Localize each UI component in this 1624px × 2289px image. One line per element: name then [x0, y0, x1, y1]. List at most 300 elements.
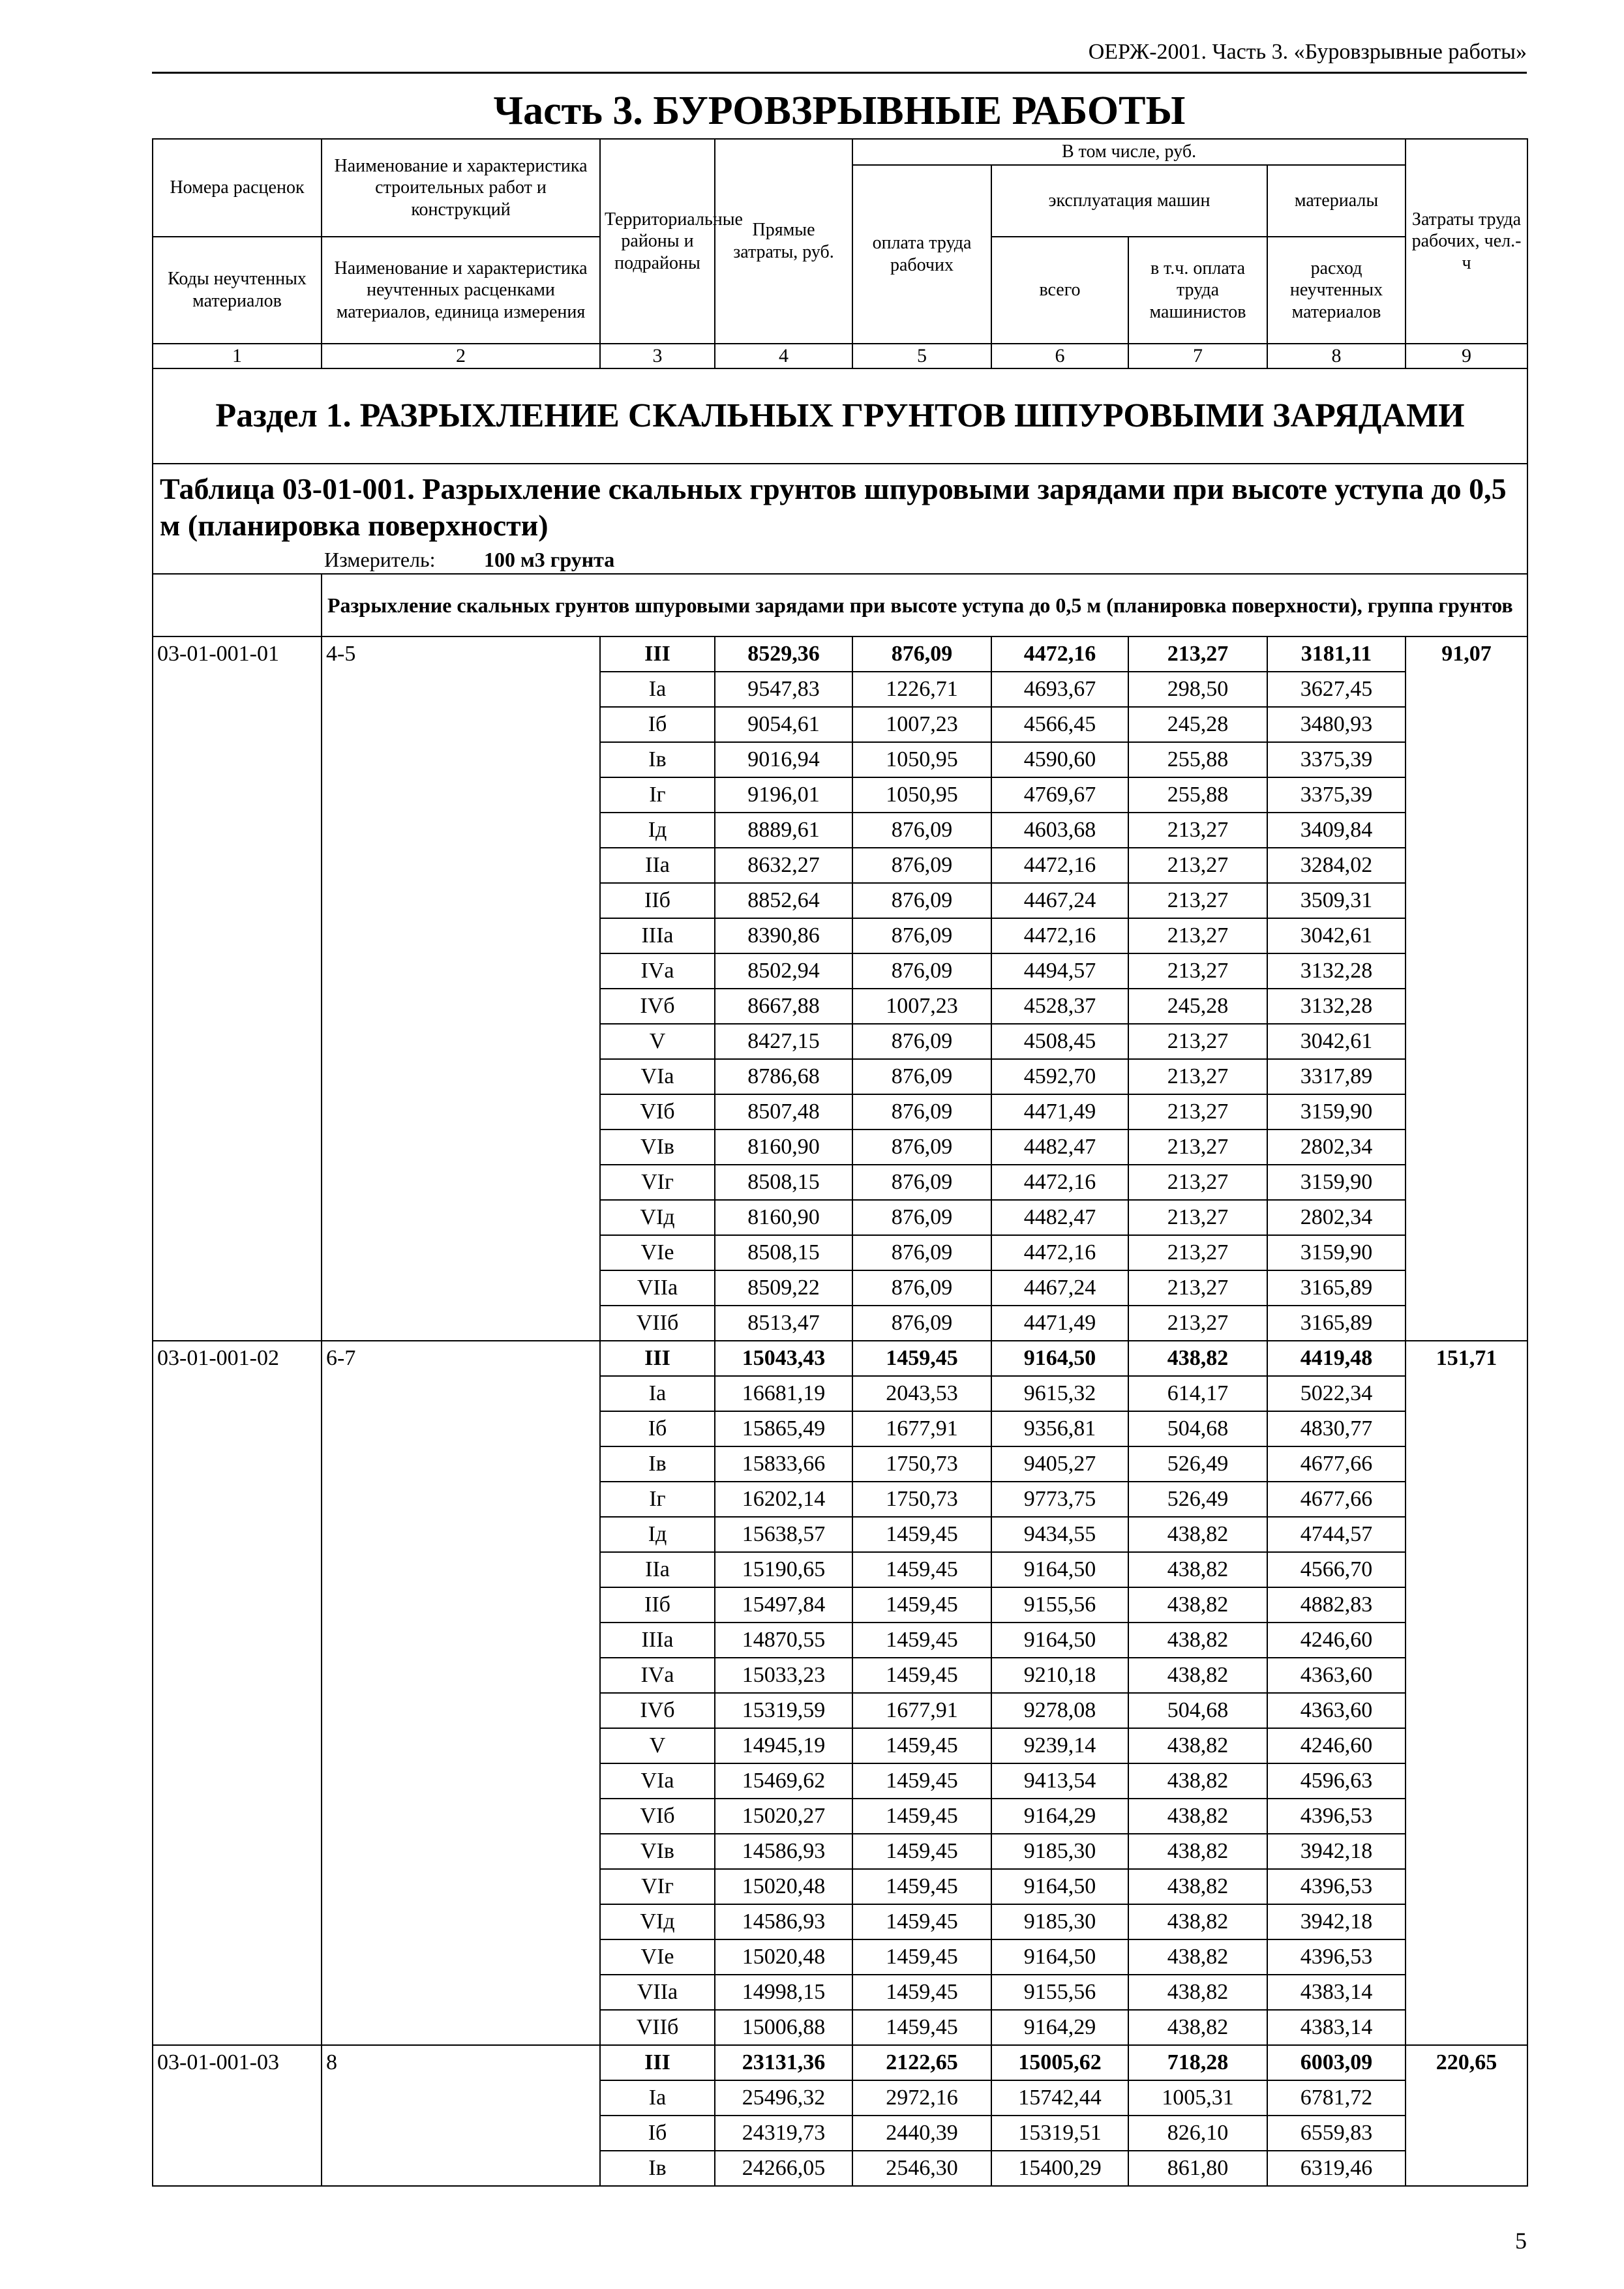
- header-machine-total: всего: [991, 237, 1128, 344]
- machine-labor-cell: 213,27: [1128, 1235, 1267, 1270]
- labor-pay-cell: 2972,16: [852, 2080, 991, 2116]
- machine-labor-cell: 213,27: [1128, 1094, 1267, 1130]
- machine-labor-cell: 213,27: [1128, 636, 1267, 672]
- labor-cost-value: 220,65: [1406, 2045, 1527, 2186]
- machine-total-cell: 9210,18: [991, 1658, 1128, 1693]
- machine-total-cell: 9155,56: [991, 1587, 1128, 1623]
- machine-total-cell: 4472,16: [991, 636, 1128, 672]
- machine-labor-cell: 213,27: [1128, 953, 1267, 989]
- machine-total-cell: 4528,37: [991, 989, 1128, 1024]
- table-title-row: [153, 464, 1527, 548]
- labor-pay-cell: 1750,73: [852, 1446, 991, 1482]
- territory-cell: III: [600, 2045, 715, 2080]
- materials-cell: 4246,60: [1267, 1623, 1406, 1658]
- materials-cell: 4419,48: [1267, 1341, 1406, 1376]
- direct-cost-cell: 14586,93: [715, 1834, 852, 1869]
- direct-cost-cell: 15190,65: [715, 1552, 852, 1587]
- territory-cell: IVб: [600, 1693, 715, 1728]
- territory-cell: IVа: [600, 1658, 715, 1693]
- direct-cost-cell: 24319,73: [715, 2116, 852, 2151]
- territory-cell: Iг: [600, 1482, 715, 1517]
- section-row: [153, 368, 1527, 464]
- machine-labor-cell: 245,28: [1128, 707, 1267, 742]
- labor-pay-cell: 1459,45: [852, 1658, 991, 1693]
- group-title-row: [153, 574, 1527, 636]
- header-direct-costs: Прямые затраты, руб.: [715, 139, 852, 344]
- column-number: 8: [1267, 344, 1406, 368]
- rates-table: [152, 138, 1528, 2187]
- measure-label: Измеритель:: [324, 548, 436, 571]
- labor-pay-cell: 1459,45: [852, 1341, 991, 1376]
- labor-pay-cell: 876,09: [852, 1130, 991, 1165]
- materials-cell: 6559,83: [1267, 2116, 1406, 2151]
- materials-cell: 3480,93: [1267, 707, 1406, 742]
- table-row: [153, 636, 1527, 672]
- direct-cost-cell: 15497,84: [715, 1587, 852, 1623]
- materials-cell: 6781,72: [1267, 2080, 1406, 2116]
- column-numbers-row: [153, 344, 1527, 368]
- direct-cost-cell: 8509,22: [715, 1270, 852, 1306]
- rate-code: 03-01-001-03: [153, 2045, 322, 2186]
- territory-cell: VIIа: [600, 1975, 715, 2010]
- labor-pay-cell: 876,09: [852, 1165, 991, 1200]
- materials-cell: 5022,34: [1267, 1376, 1406, 1411]
- machine-labor-cell: 718,28: [1128, 2045, 1267, 2080]
- labor-pay-cell: 876,09: [852, 813, 991, 848]
- machine-labor-cell: 826,10: [1128, 2116, 1267, 2151]
- machine-total-cell: 9164,50: [991, 1623, 1128, 1658]
- materials-cell: 3042,61: [1267, 918, 1406, 953]
- materials-cell: 6319,46: [1267, 2151, 1406, 2186]
- header-machine-labor: в т.ч. оплата труда машинистов: [1128, 237, 1267, 344]
- machine-labor-cell: 438,82: [1128, 1763, 1267, 1799]
- machine-labor-cell: 255,88: [1128, 777, 1267, 813]
- labor-pay-cell: 876,09: [852, 953, 991, 989]
- table-body: [153, 139, 1527, 2186]
- territory-cell: VIа: [600, 1059, 715, 1094]
- direct-cost-cell: 8513,47: [715, 1306, 852, 1341]
- machine-total-cell: 9356,81: [991, 1411, 1128, 1446]
- machine-total-cell: 9434,55: [991, 1517, 1128, 1552]
- direct-cost-cell: 23131,36: [715, 2045, 852, 2080]
- group-title: Разрыхление скальных грунтов шпуровыми зарядами при высоте уступа до 0,5 м (планировка поверхности), группа грунтов: [322, 574, 1527, 636]
- materials-cell: 4396,53: [1267, 1939, 1406, 1975]
- territory-cell: IVб: [600, 989, 715, 1024]
- machine-total-cell: 4603,68: [991, 813, 1128, 848]
- territory-cell: Iд: [600, 1517, 715, 1552]
- direct-cost-cell: 25496,32: [715, 2080, 852, 2116]
- materials-cell: 3159,90: [1267, 1165, 1406, 1200]
- territory-cell: VIIб: [600, 2010, 715, 2045]
- machine-total-cell: 9164,29: [991, 1799, 1128, 1834]
- machine-total-cell: 15742,44: [991, 2080, 1128, 2116]
- machine-total-cell: 4472,16: [991, 1165, 1128, 1200]
- labor-pay-cell: 1226,71: [852, 672, 991, 707]
- territory-cell: Iа: [600, 672, 715, 707]
- direct-cost-cell: 9196,01: [715, 777, 852, 813]
- territory-cell: Iа: [600, 1376, 715, 1411]
- column-number: 3: [600, 344, 715, 368]
- territory-cell: IIа: [600, 848, 715, 883]
- column-number: 9: [1406, 344, 1527, 368]
- machine-total-cell: 4472,16: [991, 848, 1128, 883]
- machine-labor-cell: 438,82: [1128, 1799, 1267, 1834]
- labor-pay-cell: 1007,23: [852, 989, 991, 1024]
- section-title: Раздел 1. РАЗРЫХЛЕНИЕ СКАЛЬНЫХ ГРУНТОВ ШПУРОВЫМИ ЗАРЯДАМИ: [153, 368, 1527, 464]
- materials-cell: 4363,60: [1267, 1693, 1406, 1728]
- materials-cell: 4596,63: [1267, 1763, 1406, 1799]
- materials-cell: 2802,34: [1267, 1200, 1406, 1235]
- machine-total-cell: 9413,54: [991, 1763, 1128, 1799]
- materials-cell: 3942,18: [1267, 1834, 1406, 1869]
- direct-cost-cell: 8529,36: [715, 636, 852, 672]
- territory-cell: III: [600, 1341, 715, 1376]
- machine-labor-cell: 213,27: [1128, 1200, 1267, 1235]
- labor-pay-cell: 876,09: [852, 1306, 991, 1341]
- header-labor-pay: оплата труда рабочих: [852, 165, 991, 344]
- labor-pay-cell: 876,09: [852, 883, 991, 918]
- territory-cell: III: [600, 636, 715, 672]
- labor-pay-cell: 1459,45: [852, 1834, 991, 1869]
- rate-code: 03-01-001-01: [153, 636, 322, 1341]
- territory-cell: V: [600, 1728, 715, 1763]
- machine-total-cell: 9164,50: [991, 1869, 1128, 1904]
- labor-pay-cell: 2122,65: [852, 2045, 991, 2080]
- machine-total-cell: 4471,49: [991, 1094, 1128, 1130]
- materials-cell: 3942,18: [1267, 1904, 1406, 1939]
- territory-cell: VIд: [600, 1200, 715, 1235]
- direct-cost-cell: 8427,15: [715, 1024, 852, 1059]
- header-material-codes: Коды неучтенных материалов: [153, 237, 322, 344]
- territory-cell: IIб: [600, 1587, 715, 1623]
- direct-cost-cell: 15043,43: [715, 1341, 852, 1376]
- materials-cell: 3627,45: [1267, 672, 1406, 707]
- materials-cell: 3159,90: [1267, 1094, 1406, 1130]
- column-number: 1: [153, 344, 322, 368]
- labor-pay-cell: 2440,39: [852, 2116, 991, 2151]
- machine-total-cell: 15005,62: [991, 2045, 1128, 2080]
- machine-total-cell: 9155,56: [991, 1975, 1128, 2010]
- territory-cell: Iв: [600, 1446, 715, 1482]
- direct-cost-cell: 14870,55: [715, 1623, 852, 1658]
- direct-cost-cell: 8889,61: [715, 813, 852, 848]
- machine-labor-cell: 213,27: [1128, 918, 1267, 953]
- direct-cost-cell: 15638,57: [715, 1517, 852, 1552]
- machine-total-cell: 4508,45: [991, 1024, 1128, 1059]
- materials-cell: 3284,02: [1267, 848, 1406, 883]
- materials-cell: 4744,57: [1267, 1517, 1406, 1552]
- soil-group: 6-7: [322, 1341, 600, 2045]
- direct-cost-cell: 15865,49: [715, 1411, 852, 1446]
- machine-labor-cell: 504,68: [1128, 1693, 1267, 1728]
- machine-total-cell: 4472,16: [991, 1235, 1128, 1270]
- labor-pay-cell: 876,09: [852, 636, 991, 672]
- materials-cell: 3181,11: [1267, 636, 1406, 672]
- labor-pay-cell: 1459,45: [852, 1552, 991, 1587]
- header-labor-cost: Затраты труда рабочих, чел.-ч: [1406, 139, 1527, 344]
- territory-cell: VIг: [600, 1869, 715, 1904]
- machine-total-cell: 4482,47: [991, 1200, 1128, 1235]
- machine-total-cell: 4467,24: [991, 1270, 1128, 1306]
- machine-labor-cell: 213,27: [1128, 883, 1267, 918]
- materials-cell: 3165,89: [1267, 1306, 1406, 1341]
- machine-labor-cell: 438,82: [1128, 2010, 1267, 2045]
- measure-value: 100 м3 грунта: [484, 548, 615, 571]
- labor-pay-cell: 1750,73: [852, 1482, 991, 1517]
- territory-cell: IIа: [600, 1552, 715, 1587]
- direct-cost-cell: 8852,64: [715, 883, 852, 918]
- machine-labor-cell: 526,49: [1128, 1482, 1267, 1517]
- header-materials: материалы: [1267, 165, 1406, 237]
- territory-cell: VIв: [600, 1834, 715, 1869]
- machine-labor-cell: 298,50: [1128, 672, 1267, 707]
- territory-cell: VIб: [600, 1799, 715, 1834]
- measure-row: [153, 548, 1527, 574]
- header-materials-unaccounted: расход неучтенных материалов: [1267, 237, 1406, 344]
- header-including: В том числе, руб.: [852, 139, 1406, 165]
- territory-cell: IIIа: [600, 918, 715, 953]
- materials-cell: 3317,89: [1267, 1059, 1406, 1094]
- labor-pay-cell: 1459,45: [852, 1763, 991, 1799]
- machine-total-cell: 9164,29: [991, 2010, 1128, 2045]
- machine-labor-cell: 438,82: [1128, 1552, 1267, 1587]
- direct-cost-cell: 14586,93: [715, 1904, 852, 1939]
- direct-cost-cell: 9054,61: [715, 707, 852, 742]
- rate-code: 03-01-001-02: [153, 1341, 322, 2045]
- territory-cell: Iв: [600, 2151, 715, 2186]
- labor-pay-cell: 1459,45: [852, 1799, 991, 1834]
- direct-cost-cell: 15033,23: [715, 1658, 852, 1693]
- materials-cell: 4396,53: [1267, 1869, 1406, 1904]
- territory-cell: VIа: [600, 1763, 715, 1799]
- machine-labor-cell: 438,82: [1128, 1517, 1267, 1552]
- direct-cost-cell: 8508,15: [715, 1165, 852, 1200]
- machine-total-cell: 4467,24: [991, 883, 1128, 918]
- direct-cost-cell: 15020,27: [715, 1799, 852, 1834]
- machine-labor-cell: 255,88: [1128, 742, 1267, 777]
- materials-cell: 4677,66: [1267, 1482, 1406, 1517]
- labor-pay-cell: 1677,91: [852, 1411, 991, 1446]
- labor-pay-cell: 1459,45: [852, 1623, 991, 1658]
- labor-pay-cell: 1050,95: [852, 742, 991, 777]
- header-territory: Территориальные районы и подрайоны: [600, 139, 715, 344]
- column-number: 6: [991, 344, 1128, 368]
- machine-total-cell: 15400,29: [991, 2151, 1128, 2186]
- materials-cell: 4383,14: [1267, 2010, 1406, 2045]
- machine-total-cell: 9164,50: [991, 1341, 1128, 1376]
- direct-cost-cell: 15319,59: [715, 1693, 852, 1728]
- machine-total-cell: 9164,50: [991, 1552, 1128, 1587]
- territory-cell: Iа: [600, 2080, 715, 2116]
- direct-cost-cell: 8632,27: [715, 848, 852, 883]
- machine-labor-cell: 438,82: [1128, 1904, 1267, 1939]
- materials-cell: 3132,28: [1267, 989, 1406, 1024]
- direct-cost-cell: 15006,88: [715, 2010, 852, 2045]
- machine-total-cell: 9185,30: [991, 1834, 1128, 1869]
- header-work-name: Наименование и характеристика строительных работ и конструкций: [322, 139, 600, 237]
- territory-cell: Iг: [600, 777, 715, 813]
- machine-total-cell: 4494,57: [991, 953, 1128, 989]
- header-material-names: Наименование и характеристика неучтенных расценками материалов, единица измерения: [322, 237, 600, 344]
- territory-cell: V: [600, 1024, 715, 1059]
- direct-cost-cell: 8160,90: [715, 1130, 852, 1165]
- labor-pay-cell: 876,09: [852, 918, 991, 953]
- direct-cost-cell: 8786,68: [715, 1059, 852, 1094]
- machine-total-cell: 4592,70: [991, 1059, 1128, 1094]
- direct-cost-cell: 15833,66: [715, 1446, 852, 1482]
- column-number: 2: [322, 344, 600, 368]
- materials-cell: 4246,60: [1267, 1728, 1406, 1763]
- direct-cost-cell: 14998,15: [715, 1975, 852, 2010]
- machine-labor-cell: 438,82: [1128, 1341, 1267, 1376]
- machine-total-cell: 4693,67: [991, 672, 1128, 707]
- materials-cell: 4677,66: [1267, 1446, 1406, 1482]
- machine-total-cell: 9405,27: [991, 1446, 1128, 1482]
- header-row-1: [153, 139, 1527, 165]
- machine-total-cell: 4566,45: [991, 707, 1128, 742]
- machine-labor-cell: 213,27: [1128, 1270, 1267, 1306]
- materials-cell: 4383,14: [1267, 1975, 1406, 2010]
- territory-cell: VIв: [600, 1130, 715, 1165]
- machine-labor-cell: 438,82: [1128, 1939, 1267, 1975]
- materials-cell: 3375,39: [1267, 742, 1406, 777]
- materials-cell: 3409,84: [1267, 813, 1406, 848]
- machine-labor-cell: 245,28: [1128, 989, 1267, 1024]
- machine-labor-cell: 213,27: [1128, 813, 1267, 848]
- column-number: 7: [1128, 344, 1267, 368]
- machine-labor-cell: 213,27: [1128, 1130, 1267, 1165]
- direct-cost-cell: 24266,05: [715, 2151, 852, 2186]
- direct-cost-cell: 15020,48: [715, 1939, 852, 1975]
- territory-cell: VIIа: [600, 1270, 715, 1306]
- materials-cell: 3509,31: [1267, 883, 1406, 918]
- machine-labor-cell: 438,82: [1128, 1587, 1267, 1623]
- materials-cell: 3375,39: [1267, 777, 1406, 813]
- machine-total-cell: 15319,51: [991, 2116, 1128, 2151]
- machine-labor-cell: 614,17: [1128, 1376, 1267, 1411]
- direct-cost-cell: 8502,94: [715, 953, 852, 989]
- machine-total-cell: 4471,49: [991, 1306, 1128, 1341]
- direct-cost-cell: 9547,83: [715, 672, 852, 707]
- direct-cost-cell: 9016,94: [715, 742, 852, 777]
- territory-cell: IIб: [600, 883, 715, 918]
- machine-labor-cell: 861,80: [1128, 2151, 1267, 2186]
- machine-labor-cell: 213,27: [1128, 1024, 1267, 1059]
- direct-cost-cell: 8508,15: [715, 1235, 852, 1270]
- labor-pay-cell: 876,09: [852, 1200, 991, 1235]
- group-title-spacer: [153, 574, 322, 636]
- header-machine-ops: эксплуатация машин: [991, 165, 1267, 237]
- labor-pay-cell: 1459,45: [852, 2010, 991, 2045]
- territory-cell: Iв: [600, 742, 715, 777]
- direct-cost-cell: 8390,86: [715, 918, 852, 953]
- machine-labor-cell: 438,82: [1128, 1623, 1267, 1658]
- direct-cost-cell: 8667,88: [715, 989, 852, 1024]
- labor-pay-cell: 1459,45: [852, 1904, 991, 1939]
- machine-labor-cell: 526,49: [1128, 1446, 1267, 1482]
- labor-pay-cell: 2043,53: [852, 1376, 991, 1411]
- labor-pay-cell: 876,09: [852, 1024, 991, 1059]
- territory-cell: VIе: [600, 1235, 715, 1270]
- direct-cost-cell: 15469,62: [715, 1763, 852, 1799]
- machine-labor-cell: 438,82: [1128, 1975, 1267, 2010]
- machine-labor-cell: 213,27: [1128, 1059, 1267, 1094]
- direct-cost-cell: 16202,14: [715, 1482, 852, 1517]
- part-title: Часть 3. БУРОВЗРЫВНЫЕ РАБОТЫ: [493, 89, 1186, 133]
- territory-cell: VIб: [600, 1094, 715, 1130]
- header-rate-numbers: Номера расценок: [153, 139, 322, 237]
- machine-labor-cell: 438,82: [1128, 1658, 1267, 1693]
- labor-pay-cell: 1677,91: [852, 1693, 991, 1728]
- table-title: Таблица 03-01-001. Разрыхление скальных грунтов шпуровыми зарядами при высоте уступа до 0,5 м (планировка поверхности): [153, 464, 1527, 548]
- labor-cost-value: 151,71: [1406, 1341, 1527, 2045]
- labor-pay-cell: 1459,45: [852, 1869, 991, 1904]
- materials-cell: 3159,90: [1267, 1235, 1406, 1270]
- territory-cell: IVа: [600, 953, 715, 989]
- territory-cell: VIе: [600, 1939, 715, 1975]
- territory-cell: Iб: [600, 707, 715, 742]
- labor-pay-cell: 876,09: [852, 1270, 991, 1306]
- materials-cell: 4830,77: [1267, 1411, 1406, 1446]
- labor-pay-cell: 1007,23: [852, 707, 991, 742]
- labor-pay-cell: 876,09: [852, 1059, 991, 1094]
- machine-total-cell: 9239,14: [991, 1728, 1128, 1763]
- soil-group: 4-5: [322, 636, 600, 1341]
- header-rule: [152, 72, 1527, 74]
- direct-cost-cell: 16681,19: [715, 1376, 852, 1411]
- direct-cost-cell: 8507,48: [715, 1094, 852, 1130]
- running-header: ОЕРЖ-2001. Часть 3. «Буровзрывные работы»: [1088, 40, 1527, 64]
- labor-pay-cell: 1050,95: [852, 777, 991, 813]
- direct-cost-cell: 8160,90: [715, 1200, 852, 1235]
- materials-cell: 3132,28: [1267, 953, 1406, 989]
- machine-labor-cell: 1005,31: [1128, 2080, 1267, 2116]
- territory-cell: VIIб: [600, 1306, 715, 1341]
- machine-total-cell: 9773,75: [991, 1482, 1128, 1517]
- machine-total-cell: 9615,32: [991, 1376, 1128, 1411]
- territory-cell: IIIа: [600, 1623, 715, 1658]
- machine-labor-cell: 504,68: [1128, 1411, 1267, 1446]
- materials-cell: 4882,83: [1267, 1587, 1406, 1623]
- labor-cost-value: 91,07: [1406, 636, 1527, 1341]
- machine-total-cell: 9278,08: [991, 1693, 1128, 1728]
- machine-total-cell: 9185,30: [991, 1904, 1128, 1939]
- machine-total-cell: 4769,67: [991, 777, 1128, 813]
- materials-cell: 3165,89: [1267, 1270, 1406, 1306]
- territory-cell: Iб: [600, 2116, 715, 2151]
- machine-labor-cell: 213,27: [1128, 1306, 1267, 1341]
- machine-labor-cell: 438,82: [1128, 1728, 1267, 1763]
- labor-pay-cell: 1459,45: [852, 1975, 991, 2010]
- materials-cell: 3042,61: [1267, 1024, 1406, 1059]
- territory-cell: VIг: [600, 1165, 715, 1200]
- labor-pay-cell: 876,09: [852, 1094, 991, 1130]
- labor-pay-cell: 1459,45: [852, 1728, 991, 1763]
- labor-pay-cell: 2546,30: [852, 2151, 991, 2186]
- labor-pay-cell: 1459,45: [852, 1587, 991, 1623]
- machine-total-cell: 4590,60: [991, 742, 1128, 777]
- machine-labor-cell: 213,27: [1128, 848, 1267, 883]
- machine-total-cell: 4482,47: [991, 1130, 1128, 1165]
- table-row: [153, 1341, 1527, 1376]
- direct-cost-cell: 15020,48: [715, 1869, 852, 1904]
- column-number: 5: [852, 344, 991, 368]
- materials-cell: 4396,53: [1267, 1799, 1406, 1834]
- machine-total-cell: 4472,16: [991, 918, 1128, 953]
- territory-cell: Iд: [600, 813, 715, 848]
- labor-pay-cell: 876,09: [852, 848, 991, 883]
- labor-pay-cell: 876,09: [852, 1235, 991, 1270]
